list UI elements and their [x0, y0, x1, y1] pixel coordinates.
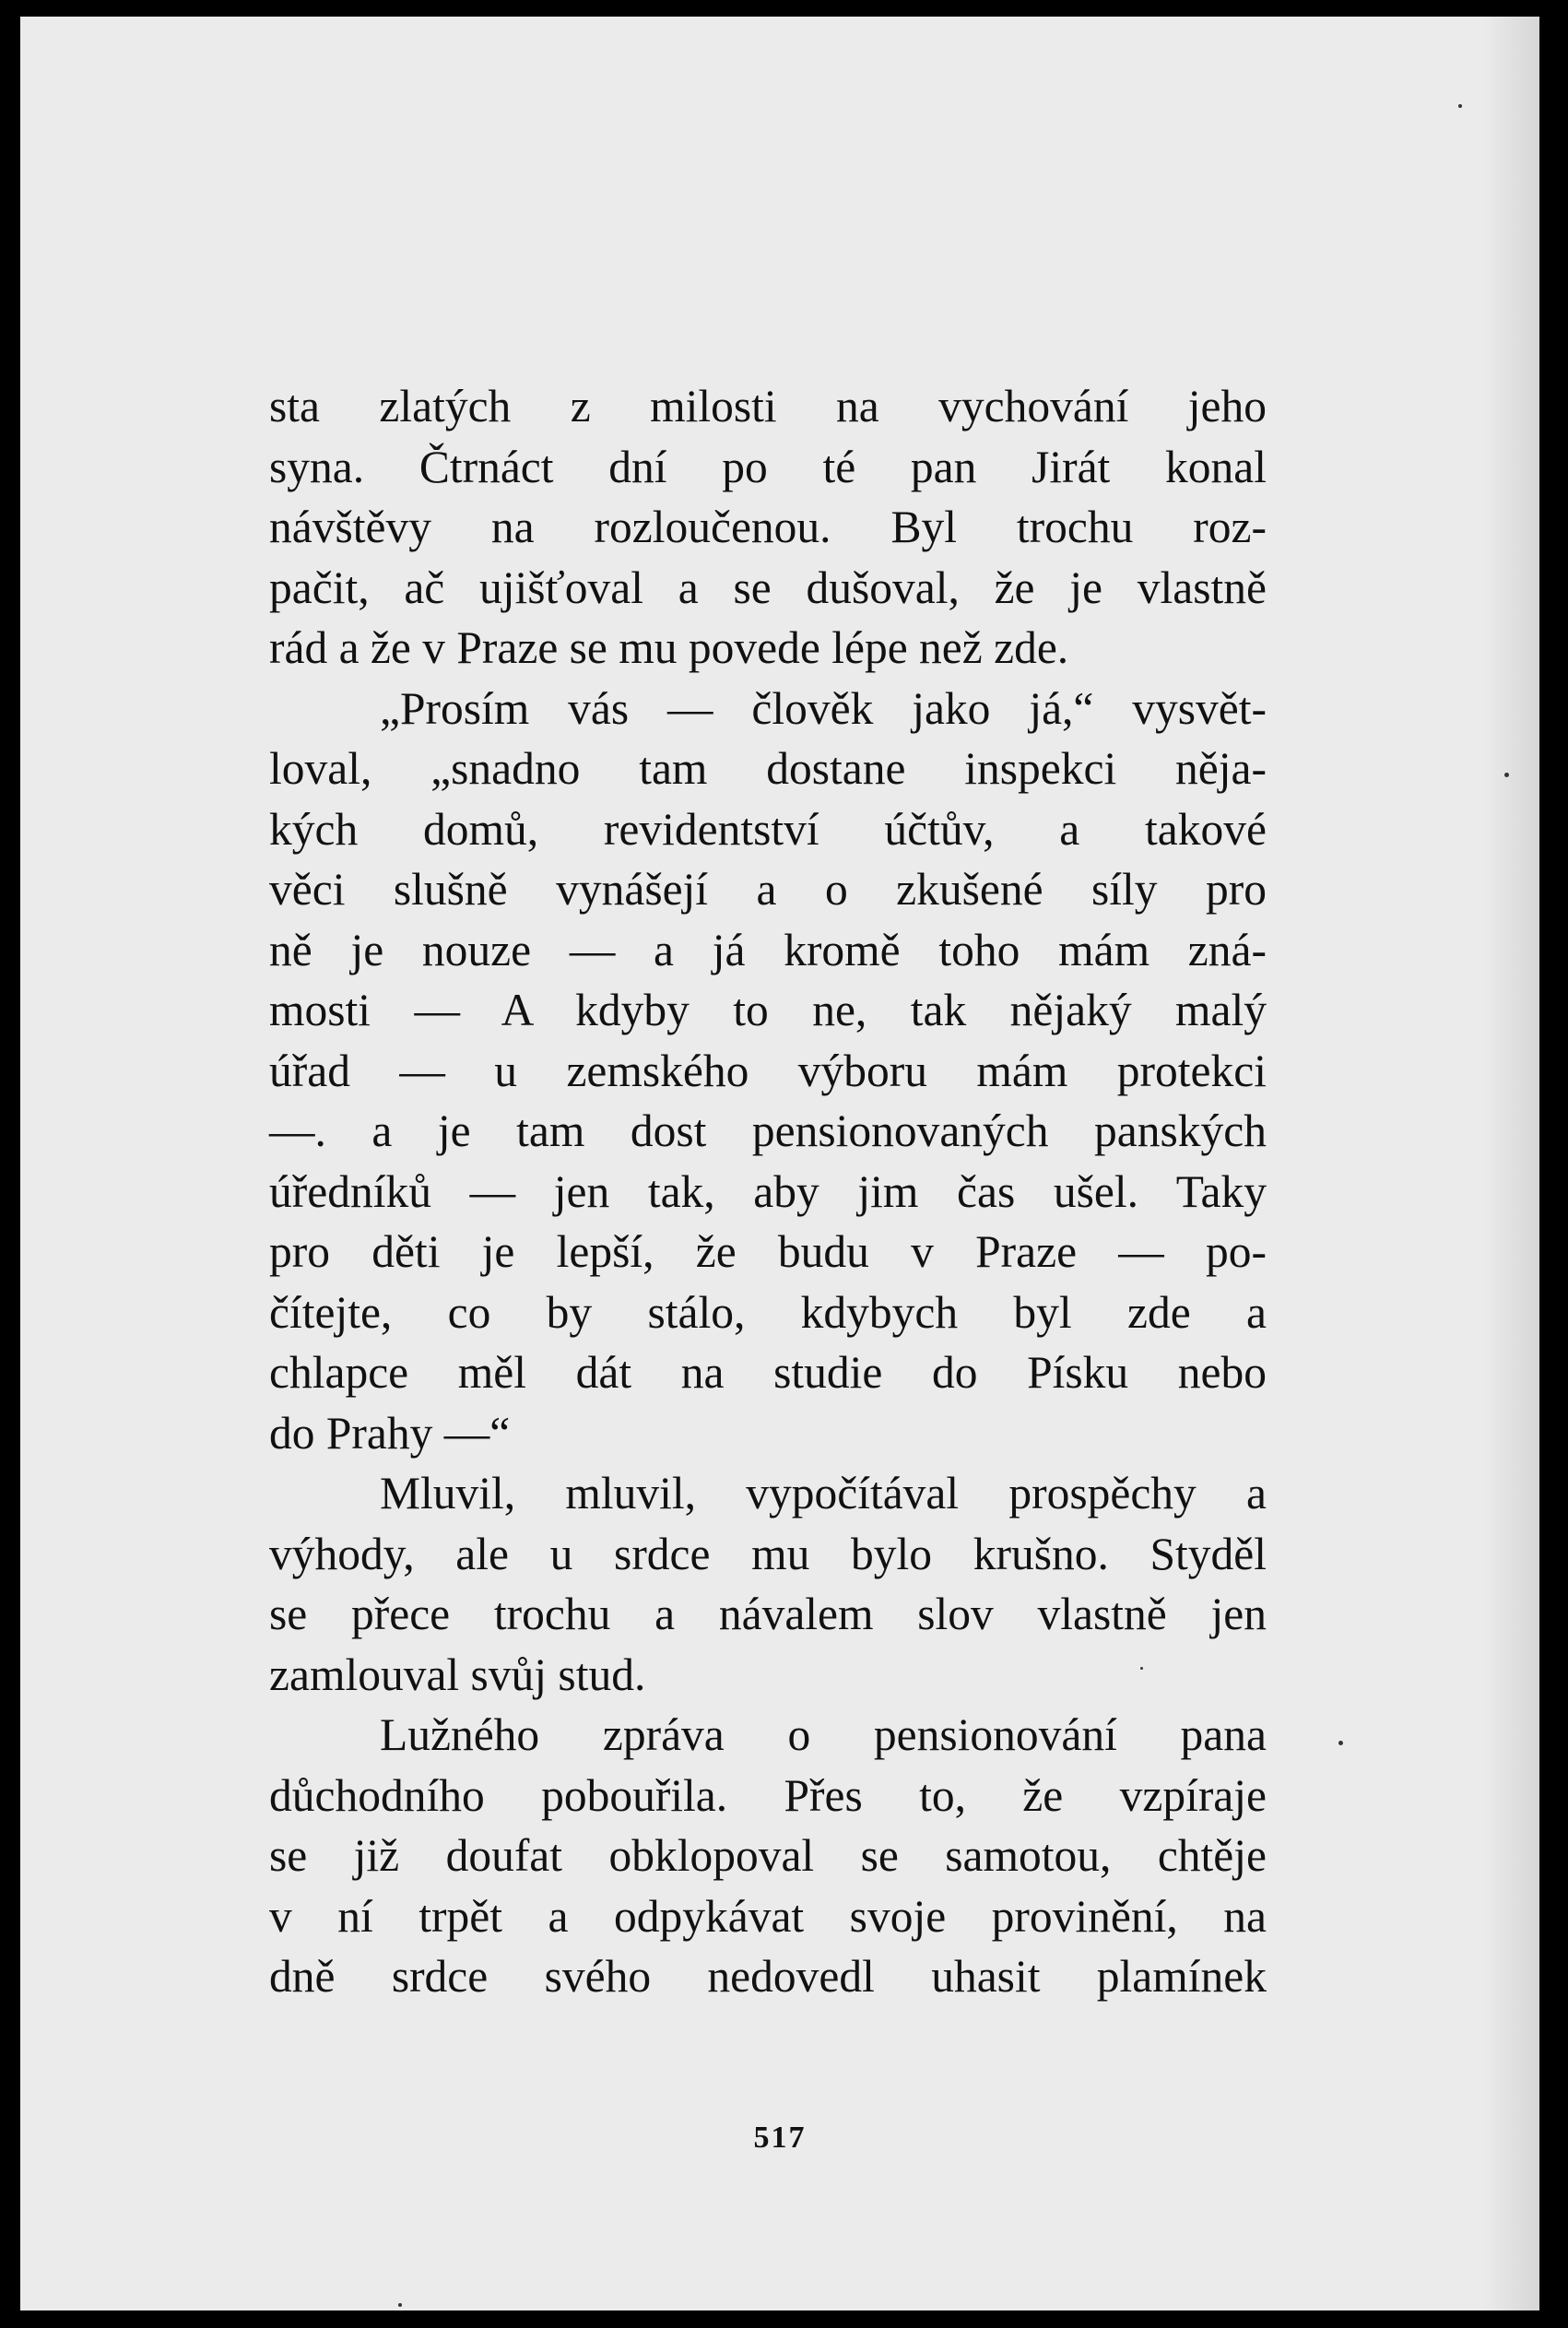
text-line: úředníků — jen tak, aby jim čas ušel. Taky [269, 1165, 1267, 1217]
text-line: chlapce měl dát na studie do Písku nebo [269, 1347, 1267, 1398]
text-line: pro děti je lepší, že budu v Praze — po- [269, 1226, 1267, 1277]
dust-speck [1504, 773, 1509, 777]
text-line: sta zlatých z milosti na vychování jeho [269, 381, 1267, 431]
text-line: do Prahy —“ [269, 1407, 511, 1459]
text-line: mosti — A kdyby to ne, tak nějaký malý [269, 985, 1267, 1035]
book-page [20, 17, 1539, 2310]
text-line: věci slušně vynášejí a o zkušené síly pro [269, 864, 1267, 915]
text-line: Lužného zpráva o pensionování pana [380, 1709, 1267, 1760]
text-line: kých domů, revidentství účtův, a takové [269, 803, 1267, 855]
text-line: syna. Čtrnáct dní po té pan Jirát konal [269, 441, 1267, 492]
text-line: se přece trochu a návalem slov vlastně jen [269, 1589, 1267, 1639]
page-number: 517 [753, 2121, 807, 2155]
text-line: v ní trpět a odpykávat svoje provinění, na [269, 1890, 1267, 1942]
text-line: —. a je tam dost pensionovaných panských [269, 1105, 1267, 1156]
text-line: loval, „snadno tam dostane inspekci něja- [269, 743, 1267, 794]
text-line: se již doufat obklopoval se samotou, chtěje [269, 1830, 1267, 1881]
text-line: rád a že v Praze se mu povede lépe než zde. [269, 622, 1069, 673]
text-line: čítejte, co by stálo, kdybych byl zde a [269, 1286, 1267, 1338]
body-text [269, 376, 1267, 2007]
text-line: důchodního pobouřila. Přes to, že vzpíraje [269, 1769, 1267, 1821]
text-line: návštěvy na rozloučenou. Byl trochu roz- [269, 502, 1267, 552]
text-line: ně je nouze — a já kromě toho mám zná- [269, 924, 1267, 975]
text-line: výhody, ale u srdce mu bylo krušno. Styděl [269, 1528, 1267, 1579]
page-edge-shadow [1484, 17, 1539, 2310]
text-line: pačit, ač ujišťoval a se dušoval, že je vlastně [269, 561, 1267, 613]
dust-speck [398, 2303, 402, 2307]
text-line: Mluvil, mluvil, vypočítával prospěchy a [380, 1468, 1267, 1519]
dust-speck [1140, 1667, 1143, 1670]
text-line: „Prosím vás — člověk jako já,“ vysvět- [380, 682, 1267, 734]
dust-speck [1458, 104, 1462, 108]
text-line: úřad — u zemského výboru mám protekci [269, 1045, 1267, 1096]
dust-speck [1338, 1741, 1343, 1745]
text-line: dně srdce svého nedovedl uhasit plamínek [269, 1951, 1267, 2002]
text-line: zamlouval svůj stud. [269, 1649, 646, 1700]
